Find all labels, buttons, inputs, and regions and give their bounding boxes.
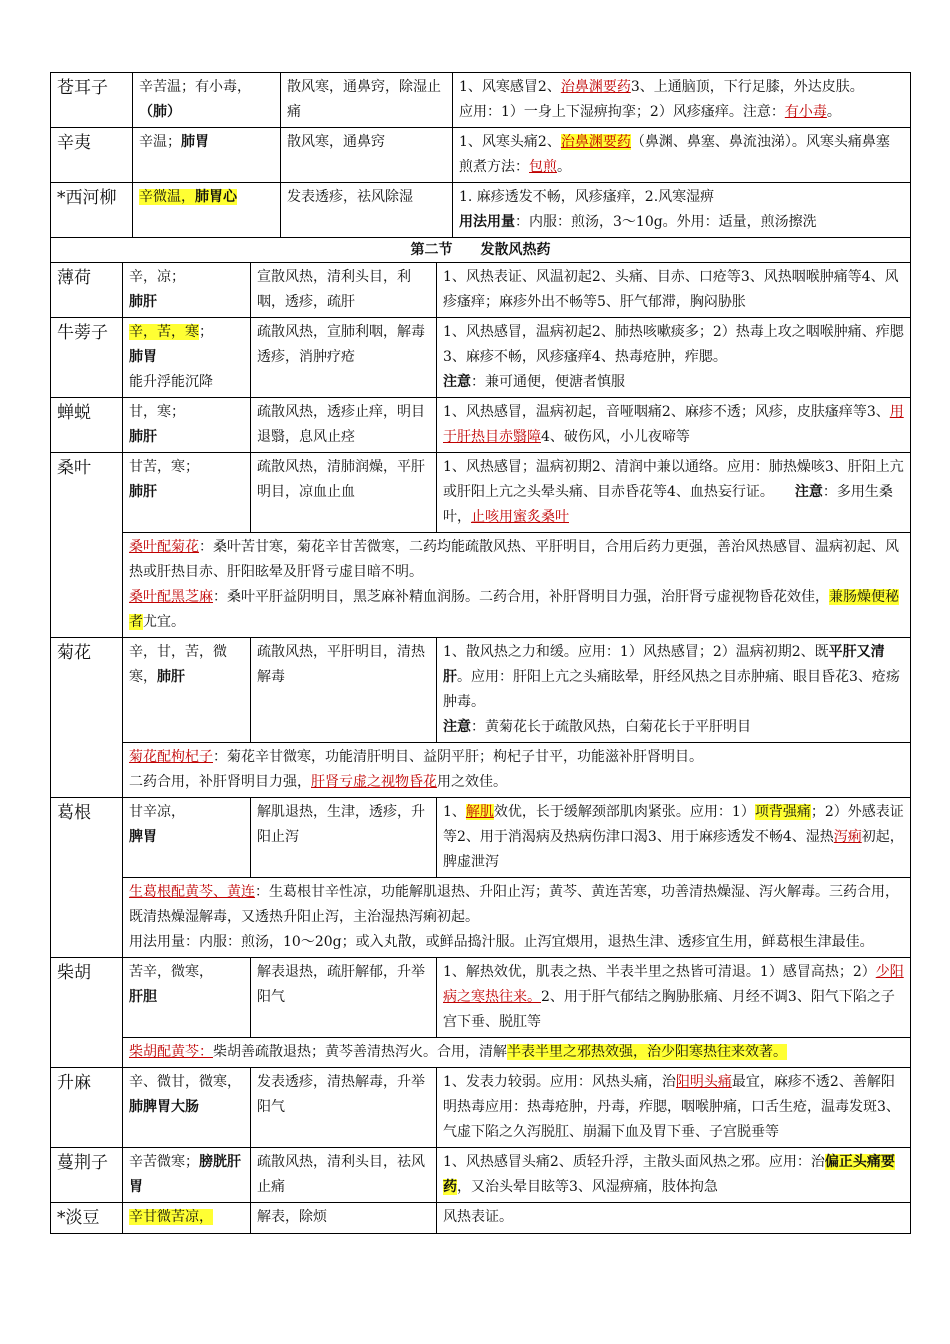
text-run: 1. 麻疹透发不畅，风疹瘙痒，2.风寒湿痹 [459,189,715,205]
herb-usage [437,263,911,318]
herb-usage [437,1148,911,1203]
text-run: 尤宜。 [143,614,185,630]
text-run: ：多用生桑叶， [443,484,893,525]
text-run: 1、风热感冒；温病初期2、清润中兼以通络。应用：肺热燥咳3、肝阳上亢或肝阳上亢之头晕头痛、目赤昏花等4、血热妄行证。 [443,459,904,500]
herb-nature [123,318,251,398]
herb-name: 牛蒡子 [51,318,123,398]
herb-row [51,1203,911,1234]
highlight-text: 治鼻渊要药 [560,134,631,150]
text-run: ：生葛根甘辛性凉，功能解肌退热、升阳止泻；黄芩、黄连苦寒，功善清热燥湿、泻火解毒。三药合用，既清热燥湿解毒，又透热升阳止泻，主治湿热泻痢初起。 [129,884,899,925]
text-run: 风热表证。 [443,1209,513,1225]
text-line [443,960,904,1035]
text-run: 兼肠燥便秘者 [129,589,899,630]
text-run: ：黄菊花长于疏散风热，白菊花长于平肝明目 [471,719,751,735]
text-run: ：菊花辛甘微寒，功能清肝明目、益阴平肝；枸杞子甘平，功能滋补肝肾明目。 [213,749,703,765]
text-run: 1、散风热之力和缓。应用：1）风热感冒；2）温病初期2、既 [443,644,829,660]
herb-nature [133,73,281,128]
text-run: 疏散风热，清肺润燥，平肝明目，凉血止血 [257,459,425,500]
herb-nature [123,263,251,318]
text-run: 甘苦，寒； [129,459,199,475]
text-run: 应用：1）一身上下湿痹拘挛；2）风疹瘙痒。注意： [459,104,785,120]
text-run: ，又治头晕目眩等3、风湿痹痛，肢体拘急 [457,1179,718,1195]
text-line [129,265,244,290]
highlight-text: 桑叶配菊花 [129,539,199,555]
highlight-text: 生葛根配黄芩、黄连 [129,884,255,900]
herb-nature [133,183,281,238]
herb-effect [251,1148,437,1203]
text-run: 辛，苦，寒 [129,324,199,340]
herb-nature [123,1068,251,1148]
herb-row [51,638,911,743]
text-run: 效优，长于缓解颈部肌肉紧张。应用：1） [493,804,755,820]
herb-pairing-note [123,533,911,638]
herb-nature [123,638,251,743]
text-run: 发表透疹，祛风除湿 [287,189,413,205]
text-run: 能升浮能沉降 [129,374,213,390]
herb-usage [453,183,911,238]
text-run: 肺肝 [157,669,185,685]
text-run: 解表退热，疏肝解郁，升举阳气 [257,964,425,1005]
text-run: 甘辛凉， [129,804,185,820]
highlight-text: 有小毒 [784,104,827,120]
text-run: ：兼可通便，便溏者慎服 [471,374,625,390]
text-run: 1、风寒头痛2、 [459,134,561,150]
text-run: 注意 [443,719,471,735]
herb-name: 柴胡 [51,958,123,1068]
text-run: 疏散风热，宣肺利咽，解毒透疹，消肿疗疮 [257,324,425,365]
text-line [129,400,244,425]
text-run: 3、上通脑顶，下行足膝，外达皮肤。 [630,79,864,95]
herb-row [51,1148,911,1203]
text-line [129,1070,244,1120]
herb-table-sheet [50,72,910,1234]
text-run: 疏散风热，清利头目，祛风止痛 [257,1154,425,1195]
herb-nature [123,453,251,533]
text-run: 辛微温， [139,189,195,205]
text-run: 1、风热感冒，温病初起，音哑咽痛2、麻疹不透；风疹，皮肤瘙痒等3、 [443,404,890,420]
text-run: ：桑叶苦甘寒，菊花辛甘苦微寒，二药均能疏散风热、平肝明目，合用后药力更强，善治风热感冒、温病初起、风热或肝热目赤、肝阳眩晕及肝肾亏虚目暗不明。 [129,539,899,580]
text-line [129,320,244,345]
herb-usage [453,73,911,128]
text-line [129,880,904,930]
highlight-text: 桑叶配黑芝麻 [129,589,213,605]
highlight-text: 菊花配枸杞子 [129,749,213,765]
highlight-text: 阳明头痛 [675,1074,732,1090]
text-line [443,320,904,370]
herb-row [51,128,911,183]
text-run: 柴胡善疏散退热；黄芩善清热泻火。合用，清解 [213,1044,507,1060]
text-line [443,800,904,875]
text-run: 偏正头痛要药 [443,1154,895,1195]
text-line [443,640,904,715]
highlight-text: 包煎 [529,159,557,175]
text-run: 辛，甘，苦，微寒， [129,644,227,685]
herb-effect [251,263,437,318]
text-line [443,1150,904,1200]
herb-note-row [51,1038,911,1068]
text-run: ：内服：煎汤，3～10g。外用：适量，煎汤擦洗 [515,214,817,230]
text-run: 二药合用，补肝肾明目力强， [129,774,311,790]
herb-effect [251,1203,437,1234]
text-run: 注意 [443,374,471,390]
text-run: 疏散风热，透疹止痒，明目退翳，息风止痉 [257,404,425,445]
text-run: 散风寒，通鼻窍 [287,134,385,150]
herb-row [51,73,911,128]
text-line [129,1040,904,1065]
herb-name: 葛根 [51,798,123,958]
text-run: 肺肝 [129,294,157,310]
text-run: 膀胱肝胃 [129,1154,241,1195]
text-run: ；2）外感表证等2、用于消渴病及热病伤津口渴3、用于麻疹透发不畅4、湿热 [443,804,904,845]
herb-note-row [51,878,911,958]
text-line [459,185,904,210]
text-run: 注意 [794,484,823,500]
text-line [129,800,244,825]
herb-effect [251,318,437,398]
text-run: 1、发表力较弱。应用：风热头痛，治 [443,1074,676,1090]
text-run: 解表，除烦 [257,1209,327,1225]
herb-usage [437,1203,911,1234]
text-run: 甘，寒； [129,404,185,420]
text-run: 半表半里之邪热效强，治少阳寒热往来效著。 [507,1044,787,1060]
herb-effect [251,453,437,533]
section-row [51,238,911,263]
herb-usage [437,318,911,398]
herb-nature [123,798,251,878]
herb-name: 升麻 [51,1068,123,1148]
herb-nature [123,398,251,453]
text-line [129,930,904,955]
herb-nature [123,958,251,1038]
text-run: 平肝又清肝 [443,644,885,685]
herb-name: 辛夷 [51,128,133,183]
text-run: 辛甘微苦凉， [129,1209,213,1225]
text-run: ：桑叶平肝益阴明目，黑芝麻补精血润肠。二药合用，补肝肾明目力强，治肝肾亏虚视物昏花效佳， [213,589,829,605]
herb-nature [133,128,281,183]
text-line [129,535,904,585]
herb-row [51,1068,911,1148]
text-run: 苦辛，微寒， [129,964,213,980]
herb-name: *西河柳 [51,183,133,238]
herb-effect [251,398,437,453]
text-line [129,1205,244,1230]
section-title: 第二节 发散风热药 [51,238,911,263]
text-line [459,100,904,125]
text-line [129,745,904,770]
text-line [443,1205,904,1230]
text-line [443,455,904,530]
herb-row [51,318,911,398]
text-run: 用法用量：内服：煎汤，10～20g；或入丸散，或鲜品捣汁服。止泻宜煨用，退热生津、透疹宜生用，鲜葛根生津最佳。 [129,934,874,950]
text-line [129,1150,244,1200]
text-run: 辛苦微寒； [129,1154,199,1170]
herb-row [51,263,911,318]
text-run: 1、风热感冒头痛2、质轻升浮，主散头面风热之邪。应用：治 [443,1154,825,1170]
highlight-text: 泻痢 [833,829,862,845]
text-run: 用法用量 [459,214,515,230]
text-line [443,1070,904,1145]
herb-nature [123,1148,251,1203]
herb-row [51,398,911,453]
text-run: 。 [557,159,571,175]
text-line [129,425,244,450]
text-run: 肺胃 [129,349,157,365]
herb-usage [437,453,911,533]
text-run: 最宜，麻疹不透2、善解阳明热毒应用：热毒疮肿，丹毒，痄腮，咽喉肿痛，口舌生疮，温毒发斑3、气虚下陷之久泻脱肛、崩漏下血及胃下垂、子宫脱垂等 [443,1074,900,1140]
herb-row [51,958,911,1038]
text-run: 1、风热表证、风温初起2、头痛、目赤、口疮等3、风热咽喉肿痛等4、风疹瘙痒；麻疹外出不畅等5、肝气郁滞，胸闷胁胀 [443,269,899,310]
highlight-text: 用于肝热目赤翳障 [443,404,904,445]
herb-name: 蔓荆子 [51,1148,123,1203]
herb-usage [437,958,911,1038]
text-run: 脾胃 [129,829,157,845]
herb-effect [281,128,453,183]
herb-note-row [51,533,911,638]
herb-usage [437,638,911,743]
text-line [459,75,904,100]
herb-row [51,453,911,533]
herb-name: 桑叶 [51,453,123,638]
herb-effect [281,183,453,238]
herb-effect [251,958,437,1038]
text-run: 2、用于肝气郁结之胸胁胀痛、月经不调3、阳气下陷之子宫下垂、脱肛等 [443,989,895,1030]
text-line [129,585,904,635]
herb-usage [437,1068,911,1148]
herb-effect [281,73,453,128]
text-line [129,960,244,985]
herb-pairing-note [123,1038,911,1068]
text-run: 用之效佳。 [437,774,507,790]
herb-name: 蝉蜕 [51,398,123,453]
herb-nature [123,1203,251,1234]
herb-name: 菊花 [51,638,123,798]
text-run: 辛苦温；有小毒， [139,79,251,95]
herb-effect [251,638,437,743]
herb-row [51,183,911,238]
text-run: 辛、微甘，微寒， [129,1074,241,1090]
text-run: 肺胃 [181,134,209,150]
text-run: 辛温； [139,134,181,150]
text-line [129,985,244,1010]
text-run: 肝胆 [129,989,157,1005]
herb-name: 苍耳子 [51,73,133,128]
text-line [129,825,244,850]
highlight-text: 少阳病之寒热往来。 [443,964,904,1005]
text-run: 项背强痛 [754,804,811,820]
herb-table-part1 [50,72,911,238]
text-line [129,640,244,690]
text-line [129,770,904,795]
text-run: 肺脾胃大肠 [129,1099,199,1115]
text-line [443,265,904,315]
text-run: 疏散风热，平肝明目，清热解毒 [257,644,425,685]
text-run: 1、解热效优，肌表之热、半表半里之热皆可清退。1）感冒高热；2） [443,964,876,980]
text-line [443,370,904,395]
text-run: 。应用：肝阳上亢之头痛眩晕，肝经风热之目赤肿痛、眼目昏花3、疮疡肿毒。 [443,669,900,710]
text-run: ； [199,324,213,340]
text-run: 1、风热感冒，温病初起2、肺热咳嗽痰多；2）热毒上攻之咽喉肿痛、痄腮3、麻疹不畅，风疹瘙痒4、热毒疮肿，痄腮。 [443,324,904,365]
herb-pairing-note [123,743,911,798]
highlight-text: 治鼻渊要药 [560,79,631,95]
text-run: 辛，凉； [129,269,185,285]
highlight-text: 止咳用蜜炙桑叶 [471,509,569,525]
herb-name: 薄荷 [51,263,123,318]
text-run: 肺胃心 [195,189,237,205]
text-run: 解肌退热，生津，透疹，升阳止泻 [257,804,425,845]
text-line [459,210,904,235]
text-run: 初起，脾虚泄泻 [443,829,904,870]
text-run: 4、破伤风，小儿夜啼等 [541,429,690,445]
text-run: 发表透疹，清热解毒，升举阳气 [257,1074,425,1115]
text-line [443,400,904,450]
herb-effect [251,798,437,878]
text-run: 。 [826,104,841,120]
text-line [459,130,904,180]
text-run: 肺肝 [129,484,157,500]
text-run: （肺） [139,104,181,120]
text-run: 1、风寒感冒2、 [459,79,561,95]
herb-row [51,798,911,878]
herb-pairing-note [123,878,911,958]
herb-usage [437,398,911,453]
text-run: 散风寒，通鼻窍，除湿止痛 [287,79,441,120]
text-run: 宣散风热，清利头目，利咽，透疹，疏肝 [257,269,411,310]
herb-usage [453,128,911,183]
text-line [129,345,244,370]
text-run: （鼻渊、鼻塞、鼻流浊涕）。风寒头痛鼻塞 煎煮方法： [459,134,904,175]
text-run: 肺肝 [129,429,157,445]
herb-usage [437,798,911,878]
text-line [129,480,244,505]
text-run: 1、 [443,804,466,820]
highlight-text: 柴胡配黄芩： [129,1044,213,1060]
text-line [129,290,244,315]
herb-note-row [51,743,911,798]
herb-table-part2 [50,237,911,1234]
text-line [129,370,244,395]
highlight-text: 肝肾亏虚之视物昏花 [311,774,437,790]
highlight-text: 解肌 [465,804,494,820]
herb-effect [251,1068,437,1148]
text-line [129,455,244,480]
herb-name: *淡豆 [51,1203,123,1234]
text-line [443,715,904,740]
